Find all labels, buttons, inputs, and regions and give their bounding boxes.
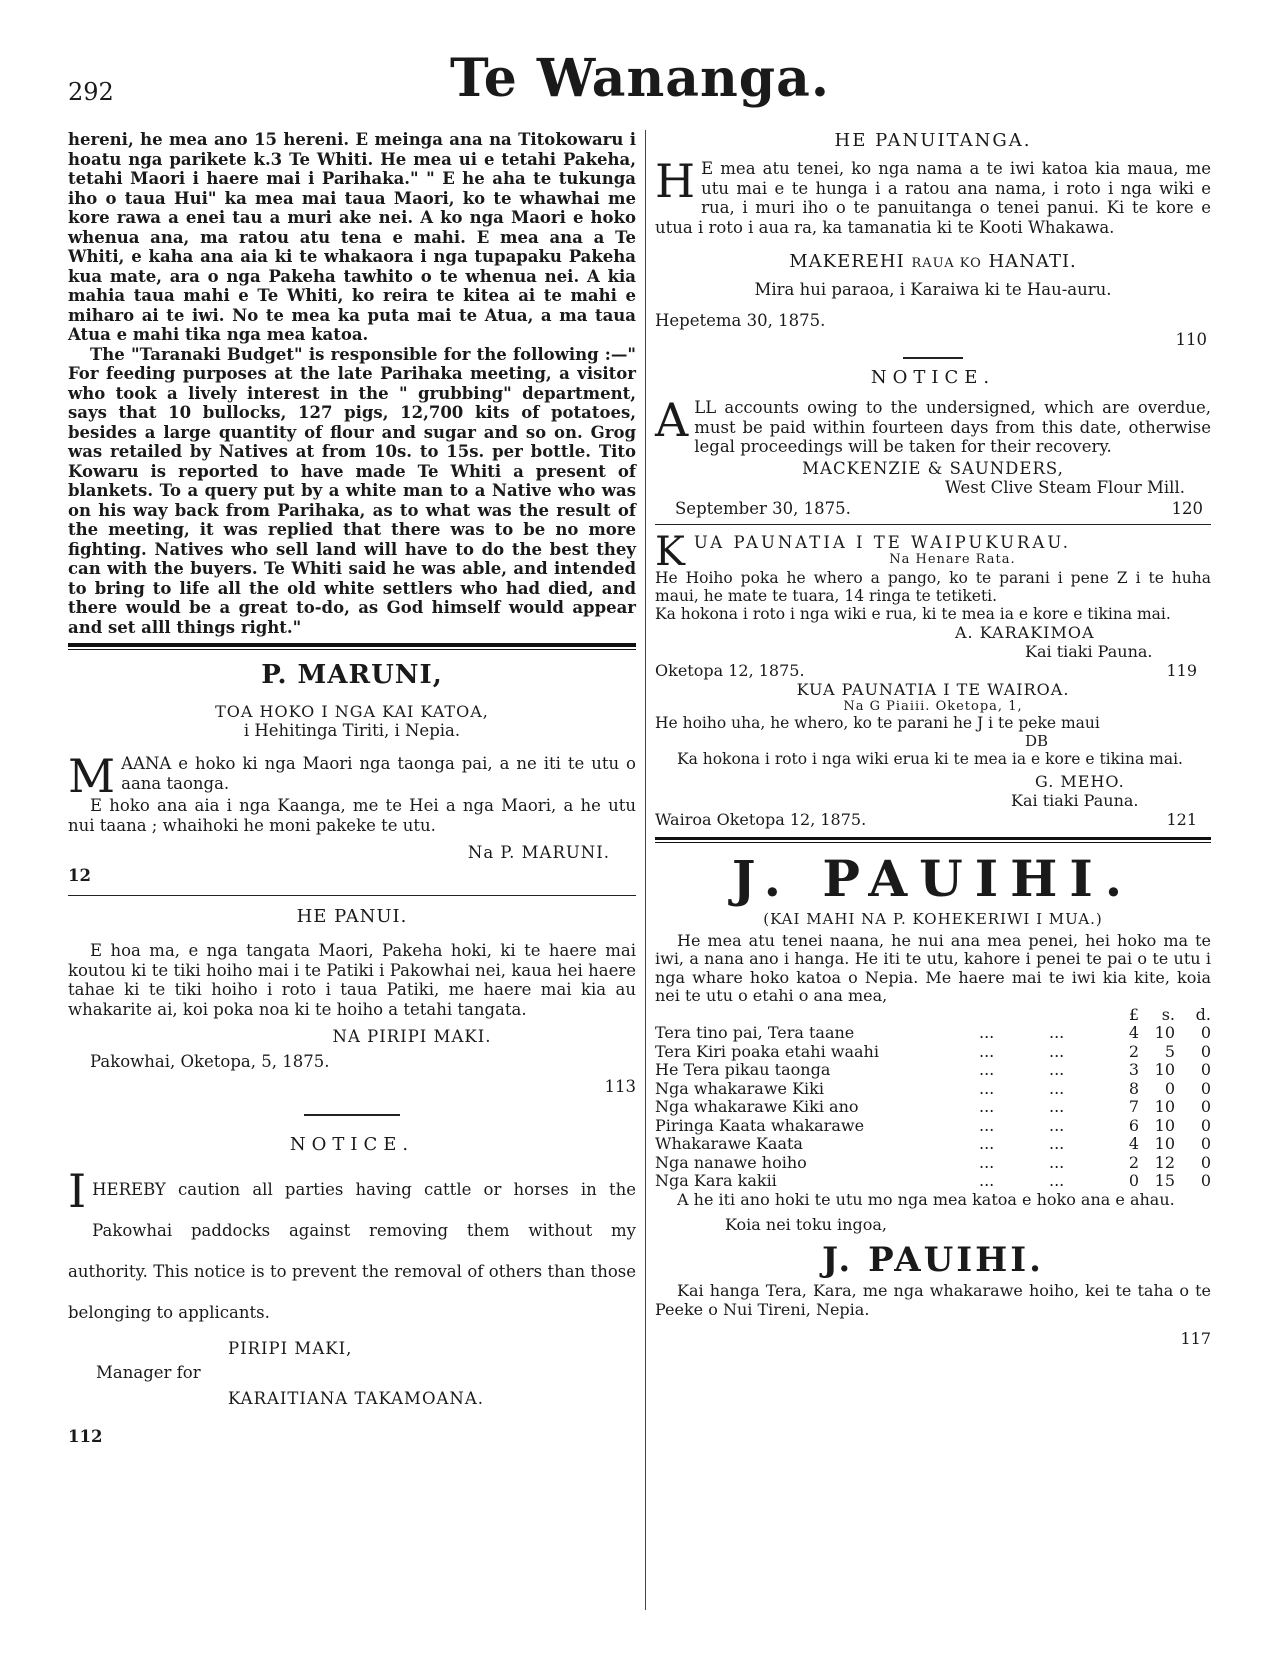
panuitanga-number: 110 <box>1175 330 1207 349</box>
waipukurau-body-2: Ka hokona i roto i nga wiki e rua, ki te mea ia e kore e tikina mai. <box>655 604 1171 623</box>
accounts-notice <box>655 367 1211 518</box>
price-row: Nga nanawe hoiho ... ... 2 12 0 <box>655 1152 1211 1172</box>
item-name: He Tera pikau taonga <box>655 1060 831 1079</box>
pounds-header: £ <box>1128 1004 1139 1024</box>
item-pounds: 4 <box>1128 1023 1139 1042</box>
intro-english-paragraph: The "Taranaki Budget" is responsible for the following :—" For feeding purposes at the late Parihaka meeting, a visitor who took a lively interest in the " grubbing" department, says that 10 bullocks, 127 pigs, 12,700 kits of potatoes, besides a large quantity of flour and sugar and so on. Grog was retailed by Natives at from 10s. to 15s. per bottle. Tito Kowaru is reported to have made Te Whiti a present of blankets. To a query put by a white man to a Native who was on his way back from Parihaka, as to what was the result of the meeting, it was replied that there was to be no more fighting. Natives who sell land will have to do the best they can with the buyers. Te Whiti said he was able, and intended to bring to life all the old white settlers who had died, and there would be a great to-do, as God himself would appear and set alll things right." <box>68 344 636 637</box>
panuitanga-signature <box>655 251 1211 272</box>
accounts-notice-signature: MACKENZIE & SAUNDERS, <box>802 458 1064 478</box>
section-divider <box>68 643 636 650</box>
intro-maori-paragraph: hereni, he mea ano 15 hereni. E meinga ana na Titokowaru i hoatu nga parikete k.3 Te Whiti. He mea ui e tetahi Pakeha, tetahi Maori i haere mai i Parihaka." " E he aha te tukunga iho o taua Hui" ka mea mai taua Maori, ko te whawhai me kore rawa a enei tau a muri ake nei. A ko nga Maori e hoko whenua ana, ma ratou atu tena e mahi. E mea ana a Te Whiti, e kaha ana aia ki te whakaora i nga tupapaku Pakeha kua mate, ara o nga Pakeha tawhito o te whenua nei. A kia mahia taua mahi e Te Whiti, ko reira te kitea ai te mahi e miharo ai te iwi. No te mea ka puta mai te Atua, a ma taua Atua e mahi tika nga mea katoa. <box>68 130 636 344</box>
item-pounds: 7 <box>1128 1097 1139 1116</box>
waipukurau-date: Oketopa 12, 1875. <box>655 660 805 680</box>
cattle-notice-body: HEREBY caution all parties having cattle or horses in the Pakowhai paddocks against removing them without my authority. This notice is to prevent the removal of others than those belonging to applicants. <box>68 1180 636 1322</box>
accounts-notice-mill: West Clive Steam Flour Mill. <box>944 477 1185 497</box>
pauihi-koia: Koia nei toku ingoa, <box>725 1215 887 1234</box>
price-row: Whakarawe Kaata ... ... 4 10 0 <box>655 1134 1211 1153</box>
accounts-notice-heading: NOTICE. <box>870 367 996 388</box>
price-row: Nga whakarawe Kiki ... ... 8 0 0 <box>655 1078 1211 1098</box>
item-name: Nga nanawe hoiho <box>655 1152 807 1172</box>
item-shillings: 10 <box>1154 1023 1175 1042</box>
item-shillings: 0 <box>1164 1078 1175 1098</box>
left-column <box>68 130 636 1446</box>
section-divider <box>68 895 636 896</box>
maruni-name: P. MARUNI, <box>261 660 443 690</box>
pauihi-intro: He mea atu tenei naana, he nui ana mea penei, hei hoko ma te iwi, a nana ano i hanga. He iti te utu, kahore i penei te pai o te utu i nga whare hoko katoa o Nepia. Me haere mai te iwi kia kite, koia nei te utu o etahi o ana mea, <box>655 930 1211 1005</box>
item-name: Piringa Kaata whakarawe <box>655 1115 865 1135</box>
waipukurau-body: He Hoiho poka he whero a pango, ko te parani i pene Z i te huha maui, he mate te tuara, 14 ringa te tetiketi. <box>655 568 1211 605</box>
wairoa-body: He hoiho uha, he whero, ko te parani he J i te peke maui <box>655 713 1100 732</box>
wairoa-signature: G. MEHO. <box>1035 771 1125 791</box>
pauihi-subtitle: (KAI MAHI NA P. KOHEKERIWI I MUA.) <box>763 909 1103 928</box>
panui-advert <box>68 906 636 1096</box>
accounts-notice-body: LL accounts owing to the undersigned, which are overdue, must be paid within fourteen days from this date, otherwise legal proceedings will be taken for their recovery. <box>694 398 1211 456</box>
wairoa-heading: KUA PAUNATIA I TE WAIROA. <box>796 679 1070 699</box>
panuitanga-heading: HE PANUITANGA. <box>834 130 1032 151</box>
maruni-advert-number: 12 <box>68 866 91 885</box>
short-divider <box>304 1114 400 1116</box>
panui-signature: NA PIRIPI MAKI. <box>332 1027 492 1046</box>
manager-for-label: Manager for <box>96 1363 201 1382</box>
panui-place-date: Pakowhai, Oketopa, 5, 1875. <box>90 1052 330 1071</box>
cattle-notice-owner: KARAITIANA TAKAMOANA. <box>228 1389 484 1408</box>
pauihi-signature: J. PAUIHI. <box>821 1240 1044 1280</box>
cattle-notice-dropcap: I <box>68 1164 87 1218</box>
makerehi-name: MAKEREHI <box>789 251 905 272</box>
item-pounds: 2 <box>1128 1041 1139 1061</box>
pauihi-outro: A he iti ano hoki te utu mo nga mea katoa e hoko ana e ahau. <box>677 1189 1175 1209</box>
panui-advert-number: 113 <box>604 1077 636 1096</box>
accounts-notice-number: 120 <box>1171 498 1203 518</box>
waipukurau-by: Na Henare Rata. <box>889 552 1016 567</box>
cattle-notice-number: 112 <box>68 1427 103 1446</box>
panuitanga-advert <box>655 130 1211 349</box>
item-pence: 0 <box>1200 1134 1211 1153</box>
panui-body: E hoa ma, e nga tangata Maori, Pakeha hoki, ki te haere mai koutou ki te tiki hoiho mai i te Patiki i Pakowhai nei, kaua hei haere tahae ki te tiki hoiho i roto i taua Patiki, me haere mai kia au whakarite ai, koi poka noa ki te hoiho a tetahi tangata. <box>68 941 636 1019</box>
item-shillings: 10 <box>1154 1060 1175 1079</box>
item-name: Tera Kiri poaka etahi waahi <box>655 1041 879 1061</box>
pauihi-number: 117 <box>1180 1329 1211 1348</box>
panuitanga-dropcap: H <box>655 154 696 208</box>
wairoa-body-2: Ka hokona i roto i nga wiki erua ki te mea ia e kore e tikina mai. <box>677 749 1183 768</box>
hanati-name: HANATI. <box>988 251 1077 272</box>
accounts-notice-dropcap: A <box>655 393 689 447</box>
item-pence: 0 <box>1200 1078 1211 1098</box>
item-name: Nga whakarawe Kiki ano <box>655 1097 859 1116</box>
maruni-tagline: TOA HOKO I NGA KAI KATOA, <box>215 702 489 721</box>
masthead-title: Te Wananga. <box>450 48 830 109</box>
panuitanga-body: E mea atu tenei, ko nga nama a te iwi katoa kia maua, me utu mai e te hunga i a ratou ana nama, i roto i nga wiki e rua, i muri iho o te panuitanga o tenei panui. Ki te kore e utua i roto i aua ra, ka tamanatia ki te Kooti Whakawa. <box>655 159 1211 237</box>
wairoa-role: Kai tiaki Pauna. <box>1011 790 1139 810</box>
wairoa-pound-notice <box>655 680 1211 829</box>
maruni-dropcap: M <box>68 749 116 803</box>
item-name: Tera tino pai, Tera taane <box>655 1023 855 1042</box>
item-pounds: 0 <box>1128 1171 1139 1190</box>
wairoa-brand: DB <box>1025 731 1049 750</box>
shillings-header: s. <box>1161 1004 1175 1024</box>
panuitanga-date: Hepetema 30, 1875. <box>655 311 826 330</box>
cattle-notice <box>68 1134 636 1446</box>
item-pounds: 3 <box>1128 1060 1139 1079</box>
column-divider <box>645 130 646 1610</box>
item-pence: 0 <box>1200 1115 1211 1135</box>
item-shillings: 10 <box>1154 1097 1175 1116</box>
price-row: He Tera pikau taonga ... ... 3 10 0 <box>655 1060 1211 1079</box>
accounts-notice-date: September 30, 1875. <box>675 498 851 518</box>
item-pence: 0 <box>1200 1041 1211 1061</box>
price-table <box>655 1006 1211 1191</box>
waipukurau-number: 119 <box>1166 660 1197 680</box>
waipukurau-pound-notice <box>655 528 1211 680</box>
cattle-notice-heading: NOTICE. <box>289 1134 415 1155</box>
raua-ko-label: RAUA KO <box>911 256 982 271</box>
item-pence: 0 <box>1200 1060 1211 1079</box>
item-pence: 0 <box>1200 1171 1211 1190</box>
item-shillings: 10 <box>1154 1134 1175 1153</box>
item-pence: 0 <box>1200 1023 1211 1042</box>
page-number: 292 <box>68 78 114 106</box>
pauihi-name: J. PAUIHI. <box>731 848 1135 908</box>
waipukurau-dropcap: K <box>655 528 688 575</box>
maruni-paragraph-1: AANA e hoko ki nga Maori nga taonga pai, a ne iti te utu o aana taonga. <box>121 754 636 793</box>
short-divider <box>903 357 963 359</box>
maruni-paragraph-2: E hoko ana aia i nga Kaanga, me te Hei a nga Maori, a he utu nui taana ; whaihoki he moni pakeke te utu. <box>68 796 636 835</box>
item-pounds: 8 <box>1128 1078 1139 1098</box>
pauihi-footer: Kai hanga Tera, Kara, me nga whakarawe hoiho, kei te taha o te Peeke o Nui Tireni, Nepia. <box>655 1281 1211 1319</box>
right-column <box>655 130 1211 1348</box>
maruni-address: i Hehitinga Tiriti, i Nepia. <box>243 721 461 740</box>
item-shillings: 15 <box>1154 1171 1175 1190</box>
item-name: Nga Kara kakii <box>655 1171 777 1190</box>
waipukurau-role: Kai tiaki Pauna. <box>1025 641 1153 661</box>
price-row: Nga Kara kakii ... ... 0 15 0 <box>655 1171 1211 1190</box>
cattle-notice-signature: PIRIPI MAKI, <box>228 1339 353 1358</box>
item-pence: 0 <box>1200 1097 1211 1116</box>
wairoa-number: 121 <box>1166 809 1197 829</box>
item-shillings: 12 <box>1154 1152 1175 1172</box>
item-shillings: 10 <box>1154 1115 1175 1135</box>
item-shillings: 5 <box>1164 1041 1175 1061</box>
maruni-signature: Na P. MARUNI. <box>467 843 610 862</box>
section-divider <box>655 837 1211 843</box>
item-name: Whakarawe Kaata <box>655 1134 803 1153</box>
pence-header: d. <box>1195 1004 1211 1024</box>
item-pounds: 2 <box>1128 1152 1139 1172</box>
price-row: Nga whakarawe Kiki ano ... ... 7 10 0 <box>655 1097 1211 1116</box>
waipukurau-heading: UA PAUNATIA I TE WAIPUKURAU. <box>693 532 1071 552</box>
panui-heading: HE PANUI. <box>296 906 408 927</box>
wairoa-by: Na G Piaiii. Oketopa, 1, <box>843 698 1023 714</box>
item-pounds: 4 <box>1128 1134 1139 1153</box>
waipukurau-signature: A. KARAKIMOA <box>955 622 1095 642</box>
item-pence: 0 <box>1200 1152 1211 1172</box>
price-row: Tera Kiri poaka etahi waahi ... ... 2 5 0 <box>655 1041 1211 1061</box>
price-table-header <box>655 1006 1211 1025</box>
panuitanga-mill: Mira hui paraoa, i Karaiwa ki te Hau-auru. <box>754 280 1112 299</box>
maruni-advert <box>68 660 636 885</box>
pauihi-advert <box>655 849 1211 1349</box>
item-pounds: 6 <box>1128 1115 1139 1135</box>
price-row: Tera tino pai, Tera taane ... ... 4 10 0 <box>655 1023 1211 1042</box>
price-row: Piringa Kaata whakarawe ... ... 6 10 0 <box>655 1115 1211 1135</box>
wairoa-date: Wairoa Oketopa 12, 1875. <box>655 809 867 829</box>
section-divider <box>655 524 1211 525</box>
item-name: Nga whakarawe Kiki <box>655 1078 824 1098</box>
